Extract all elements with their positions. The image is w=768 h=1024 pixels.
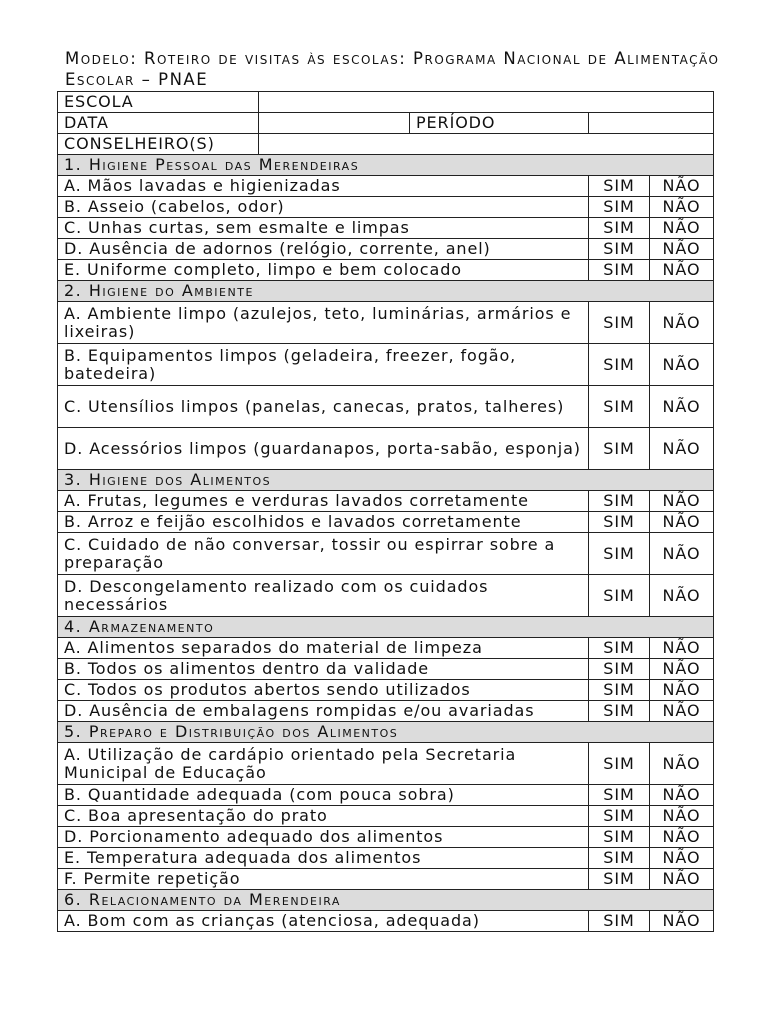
nao-option[interactable]: NÃO xyxy=(650,638,714,659)
checklist-item-label: A. Frutas, legumes e verduras lavados corretamente xyxy=(58,491,589,512)
section-title: 4. Armazenamento xyxy=(58,617,714,638)
nao-option[interactable]: NÃO xyxy=(650,260,714,281)
nao-option[interactable]: NÃO xyxy=(650,491,714,512)
section-title: 5. Preparo e Distribuição dos Alimentos xyxy=(58,722,714,743)
nao-option[interactable]: NÃO xyxy=(650,659,714,680)
sim-option[interactable]: SIM xyxy=(589,869,650,890)
data-row xyxy=(58,113,714,134)
data-label: DATA xyxy=(58,113,259,134)
periodo-label: PERÍODO xyxy=(410,113,589,134)
checklist-item-label: C. Unhas curtas, sem esmalte e limpas xyxy=(58,218,589,239)
nao-option[interactable]: NÃO xyxy=(650,701,714,722)
sim-option[interactable]: SIM xyxy=(589,848,650,869)
checklist-item-label: D. Ausência de adornos (relógio, corrente, anel) xyxy=(58,239,589,260)
sim-option[interactable]: SIM xyxy=(589,428,650,470)
section-title: 3. Higiene dos Alimentos xyxy=(58,470,714,491)
checklist-item-label: B. Todos os alimentos dentro da validade xyxy=(58,659,589,680)
nao-option[interactable]: NÃO xyxy=(650,827,714,848)
sim-option[interactable]: SIM xyxy=(589,491,650,512)
periodo-field[interactable] xyxy=(589,113,714,134)
checklist-item-label: F. Permite repetição xyxy=(58,869,589,890)
sim-option[interactable]: SIM xyxy=(589,533,650,575)
nao-option[interactable]: NÃO xyxy=(650,869,714,890)
checklist-item-row xyxy=(58,218,714,239)
sim-option[interactable]: SIM xyxy=(589,638,650,659)
escola-row xyxy=(58,92,714,113)
sim-option[interactable]: SIM xyxy=(589,176,650,197)
sim-option[interactable]: SIM xyxy=(589,827,650,848)
checklist-item-label: E. Temperatura adequada dos alimentos xyxy=(58,848,589,869)
checklist-item-row xyxy=(58,911,714,932)
checklist-item-label: A. Alimentos separados do material de limpeza xyxy=(58,638,589,659)
checklist-item-label: A. Utilização de cardápio orientado pela Secretaria Municipal de Educação xyxy=(58,743,589,785)
sim-option[interactable]: SIM xyxy=(589,218,650,239)
escola-field[interactable] xyxy=(259,92,714,113)
nao-option[interactable]: NÃO xyxy=(650,785,714,806)
section-header-row xyxy=(58,722,714,743)
nao-option[interactable]: NÃO xyxy=(650,512,714,533)
nao-option[interactable]: NÃO xyxy=(650,911,714,932)
nao-option[interactable]: NÃO xyxy=(650,218,714,239)
sim-option[interactable]: SIM xyxy=(589,239,650,260)
visit-checklist-table xyxy=(57,91,714,932)
checklist-item-label: C. Utensílios limpos (panelas, canecas, pratos, talheres) xyxy=(58,386,589,428)
nao-option[interactable]: NÃO xyxy=(650,575,714,617)
checklist-item-row xyxy=(58,302,714,344)
section-header-row xyxy=(58,890,714,911)
checklist-item-label: D. Descongelamento realizado com os cuidados necessários xyxy=(58,575,589,617)
checklist-item-label: C. Cuidado de não conversar, tossir ou espirrar sobre a preparação xyxy=(58,533,589,575)
checklist-item-label: B. Quantidade adequada (com pouca sobra) xyxy=(58,785,589,806)
section-header-row xyxy=(58,617,714,638)
nao-option[interactable]: NÃO xyxy=(650,848,714,869)
page-title: Modelo: Roteiro de visitas às escolas: Programa Nacional de Alimentação Escolar – PNAE xyxy=(65,49,720,89)
nao-option[interactable]: NÃO xyxy=(650,176,714,197)
section-header-row xyxy=(58,155,714,176)
sim-option[interactable]: SIM xyxy=(589,512,650,533)
checklist-item-row xyxy=(58,575,714,617)
checklist-item-label: C. Boa apresentação do prato xyxy=(58,806,589,827)
section-title: 1. Higiene Pessoal das Merendeiras xyxy=(58,155,714,176)
section-header-row xyxy=(58,470,714,491)
checklist-item-row xyxy=(58,491,714,512)
sim-option[interactable]: SIM xyxy=(589,659,650,680)
checklist-item-label: D. Porcionamento adequado dos alimentos xyxy=(58,827,589,848)
checklist-item-row xyxy=(58,680,714,701)
checklist-item-row xyxy=(58,638,714,659)
checklist-item-row xyxy=(58,176,714,197)
nao-option[interactable]: NÃO xyxy=(650,344,714,386)
checklist-item-row xyxy=(58,827,714,848)
checklist-item-row xyxy=(58,197,714,218)
checklist-item-row xyxy=(58,869,714,890)
checklist-item-label: C. Todos os produtos abertos sendo utilizados xyxy=(58,680,589,701)
sim-option[interactable]: SIM xyxy=(589,197,650,218)
section-header-row xyxy=(58,281,714,302)
section-title: 2. Higiene do Ambiente xyxy=(58,281,714,302)
checklist-item-row xyxy=(58,848,714,869)
checklist-item-label: D. Acessórios limpos (guardanapos, porta-sabão, esponja) xyxy=(58,428,589,470)
escola-label: ESCOLA xyxy=(58,92,259,113)
nao-option[interactable]: NÃO xyxy=(650,239,714,260)
checklist-item-row xyxy=(58,806,714,827)
checklist-item-label: B. Equipamentos limpos (geladeira, freezer, fogão, batedeira) xyxy=(58,344,589,386)
checklist-item-label: B. Arroz e feijão escolhidos e lavados corretamente xyxy=(58,512,589,533)
nao-option[interactable]: NÃO xyxy=(650,386,714,428)
nao-option[interactable]: NÃO xyxy=(650,743,714,785)
checklist-item-row xyxy=(58,239,714,260)
checklist-item-row xyxy=(58,785,714,806)
checklist-item-row xyxy=(58,260,714,281)
data-field[interactable] xyxy=(259,113,410,134)
sim-option[interactable]: SIM xyxy=(589,701,650,722)
checklist-item-row xyxy=(58,344,714,386)
sim-option[interactable]: SIM xyxy=(589,386,650,428)
checklist-item-label: A. Ambiente limpo (azulejos, teto, luminárias, armários e lixeiras) xyxy=(58,302,589,344)
checklist-item-label: D. Ausência de embalagens rompidas e/ou avariadas xyxy=(58,701,589,722)
sim-option[interactable]: SIM xyxy=(589,575,650,617)
nao-option[interactable]: NÃO xyxy=(650,302,714,344)
checklist-item-label: A. Mãos lavadas e higienizadas xyxy=(58,176,589,197)
nao-option[interactable]: NÃO xyxy=(650,806,714,827)
checklist-item-row xyxy=(58,386,714,428)
nao-option[interactable]: NÃO xyxy=(650,197,714,218)
nao-option[interactable]: NÃO xyxy=(650,533,714,575)
conselheiros-field[interactable] xyxy=(259,134,714,155)
nao-option[interactable]: NÃO xyxy=(650,680,714,701)
conselheiros-label: CONSELHEIRO(S) xyxy=(58,134,259,155)
section-title: 6. Relacionamento da Merendeira xyxy=(58,890,714,911)
sim-option[interactable]: SIM xyxy=(589,260,650,281)
sim-option[interactable]: SIM xyxy=(589,785,650,806)
checklist-item-label: E. Uniforme completo, limpo e bem colocado xyxy=(58,260,589,281)
sim-option[interactable]: SIM xyxy=(589,911,650,932)
checklist-item-row xyxy=(58,659,714,680)
checklist-item-row xyxy=(58,428,714,470)
checklist-item-row xyxy=(58,701,714,722)
conselheiros-row xyxy=(58,134,714,155)
nao-option[interactable]: NÃO xyxy=(650,428,714,470)
checklist-item-row xyxy=(58,512,714,533)
checklist-item-label: A. Bom com as crianças (atenciosa, adequada) xyxy=(58,911,589,932)
sim-option[interactable]: SIM xyxy=(589,806,650,827)
sim-option[interactable]: SIM xyxy=(589,680,650,701)
sim-option[interactable]: SIM xyxy=(589,743,650,785)
checklist-item-row xyxy=(58,743,714,785)
sim-option[interactable]: SIM xyxy=(589,302,650,344)
checklist-item-row xyxy=(58,533,714,575)
checklist-item-label: B. Asseio (cabelos, odor) xyxy=(58,197,589,218)
sim-option[interactable]: SIM xyxy=(589,344,650,386)
